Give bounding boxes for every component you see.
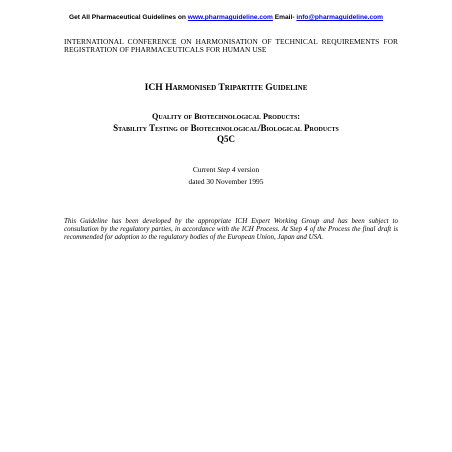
guideline-title: ICH Harmonised Tripartite Guideline — [144, 82, 308, 93]
disclaimer-paragraph: This Guideline has been developed by the appropriate ICH Expert Working Group and has been subject to consultation by the regulatory parties, in accordance with the ICH Process. At Step 4 of the Process the final draft is recommended for adoption to the regulatory bodies of the European Union, Japan and USA. — [64, 217, 398, 242]
topic-stability: Stability Testing of Biotechnological/Biological Products — [113, 123, 339, 133]
version-suffix: version — [235, 165, 260, 174]
guideline-code: Q5C — [217, 134, 235, 144]
version-line — [0, 165, 452, 174]
header-prefix: Get All Pharmaceutical Guidelines on — [68, 14, 188, 21]
website-link[interactable]: www.pharmaguideline.com — [187, 14, 273, 21]
version-date: dated 30 November 1995 — [188, 177, 264, 186]
topic-quality: Quality of Biotechnological Products: — [151, 112, 301, 121]
version-step: Step 4 — [217, 165, 236, 174]
conference-name: INTERNATIONAL CONFERENCE ON HARMONISATION OF TECHNICAL REQUIREMENTS FOR REGISTRATION OF PHARMACEUTICALS FOR HUMAN USE — [64, 37, 398, 55]
header-email-label: Email- — [272, 14, 297, 21]
page-header — [0, 14, 452, 21]
version-prefix: Current — [192, 165, 218, 174]
email-link[interactable]: info@pharmaguideline.com — [296, 14, 384, 21]
